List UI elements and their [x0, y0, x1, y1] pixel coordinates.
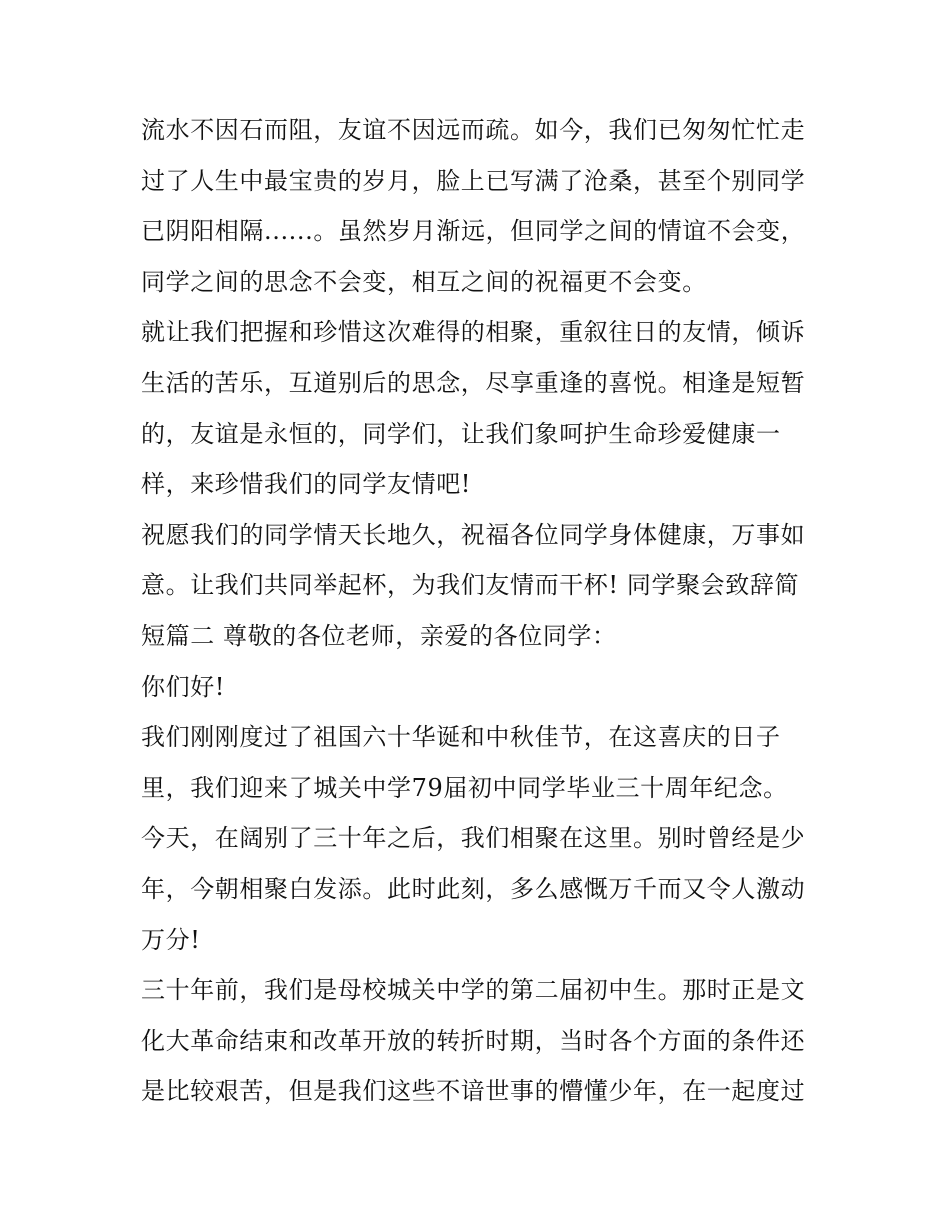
text-line: 的，友谊是永恒的，同学们，让我们象呵护生命珍爱健康一	[141, 419, 781, 448]
text-line: 祝愿我们的同学情天长地久，祝福各位同学身体健康，万事如	[141, 520, 806, 549]
text-line: 短篇二 尊敬的各位老师，亲爱的各位同学：	[141, 621, 617, 650]
text-line: 已阴阳相隔......。虽然岁月渐远，但同学之间的情谊不会变，	[141, 217, 806, 246]
text-line: 是比较艰苦，但是我们这些不谙世事的懵懂少年，在一起度过	[141, 1077, 806, 1106]
text-line: 生活的苦乐，互道别后的思念，尽享重逢的喜悦。相逢是短暂	[141, 368, 806, 397]
text-line: 就让我们把握和珍惜这次难得的相聚，重叙往日的友情，倾诉	[141, 318, 806, 347]
document-body	[141, 105, 821, 1117]
text-line: 样，来珍惜我们的同学友情吧!	[141, 470, 472, 499]
text-line: 过了人生中最宝贵的岁月，脸上已写满了沧桑，甚至个别同学	[141, 166, 806, 195]
text-line: 三十年前，我们是母校城关中学的第二届初中生。那时正是文	[141, 976, 806, 1005]
text-line: 化大革命结束和改革开放的转折时期，当时各个方面的条件还	[141, 1026, 806, 1055]
text-line: 今天，在阔别了三十年之后，我们相聚在这里。别时曾经是少	[141, 824, 806, 853]
text-line: 你们好!	[141, 672, 226, 701]
text-line: 里，我们迎来了城关中学79届初中同学毕业三十周年纪念。	[141, 773, 788, 802]
text-line: 万分!	[141, 925, 201, 954]
text-line: 同学之间的思念不会变，相互之间的祝福更不会变。	[141, 267, 707, 296]
text-line: 流水不因石而阻，友谊不因远而疏。如今，我们已匆匆忙忙走	[141, 116, 806, 144]
text-line: 意。让我们共同举起杯，为我们友情而干杯! 同学聚会致辞简	[141, 571, 800, 600]
text-line: 年，今朝相聚白发添。此时此刻，多么感慨万千而又令人激动	[141, 874, 806, 903]
text-line: 我们刚刚度过了祖国六十华诞和中秋佳节，在这喜庆的日子	[141, 723, 781, 752]
